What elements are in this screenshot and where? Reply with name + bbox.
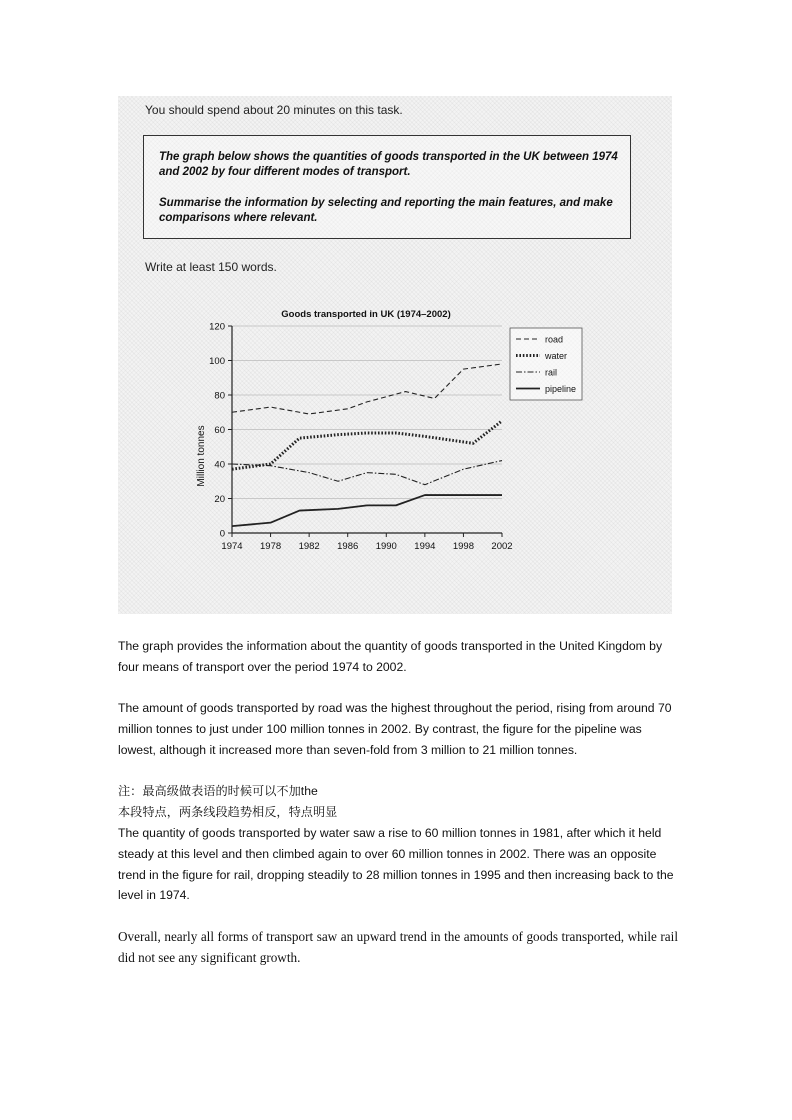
y-tick-label: 40 xyxy=(214,459,225,471)
article-paragraph-overall: Overall, nearly all forms of transport saw an upward trend in the amounts of goods transported, while rail did not see any significant growth. xyxy=(118,929,678,965)
task-scan-image xyxy=(118,96,672,614)
legend-label-pipeline: pipeline xyxy=(545,384,577,394)
series-line-water xyxy=(232,421,502,469)
article-note-superlative: 注：最高级做表语的时候可以不加the xyxy=(118,784,318,798)
chart-axes xyxy=(209,322,512,553)
x-tick-label: 2002 xyxy=(491,541,513,552)
legend-label-rail: rail xyxy=(545,367,558,378)
y-tick-label: 100 xyxy=(209,356,225,367)
y-tick-label: 120 xyxy=(209,321,225,333)
y-tick-label: 60 xyxy=(214,425,225,436)
legend-label-road: road xyxy=(545,334,564,345)
legend-label-water: water xyxy=(545,351,568,361)
x-tick-label: 1978 xyxy=(260,541,282,552)
chart-series xyxy=(232,364,502,526)
chart-legend xyxy=(510,328,582,400)
x-tick-label: 1994 xyxy=(414,541,436,552)
task-prompt-summarise: Summarise the information by selecting and reporting the main features, and make comparisons where relevant. xyxy=(159,197,613,224)
goods-transport-chart xyxy=(188,296,658,616)
x-tick-label: 1986 xyxy=(337,541,359,552)
task-prompt-box xyxy=(143,135,631,239)
x-tick-label: 1982 xyxy=(298,541,320,552)
article-paragraph-water-rail: The quantity of goods transported by water saw a rise to 60 million tonnes in 1981, after which it held steady at this level and then climbed again to over 60 million tonnes in 2002. There was an opposite trend in the figure for rail, dropping steadily to 28 million tonnes in 1995 and then increasing back to the level in 1974. xyxy=(118,826,674,903)
task-instruction: You should spend about 20 minutes on this task. xyxy=(145,103,403,117)
article-note-paragraph-feature: 本段特点，两条线段趋势相反，特点明显 xyxy=(118,805,338,819)
series-line-road xyxy=(232,364,502,414)
chart-title: Goods transported in UK (1974–2002) xyxy=(281,309,451,320)
article-paragraph-road-pipeline: The amount of goods transported by road was the highest throughout the period, rising from around 70 million tonnes to just under 100 million tonnes in 2002. By contrast, the figure for the pipeline was lowest, although it increased more than seven-fold from 3 million to 21 million tonnes. xyxy=(118,701,672,757)
x-tick-label: 1990 xyxy=(375,541,397,552)
article-paragraph-intro: The graph provides the information about the quantity of goods transported in the United Kingdom by four means of transport over the period 1974 to 2002. xyxy=(118,639,663,674)
word-limit: Write at least 150 words. xyxy=(145,260,277,274)
y-tick-label: 0 xyxy=(219,528,225,540)
y-tick-label: 80 xyxy=(214,390,225,402)
series-line-pipeline xyxy=(232,495,502,526)
y-tick-label: 20 xyxy=(214,494,225,505)
x-tick-label: 1974 xyxy=(221,541,243,552)
y-axis-label: Million tonnes xyxy=(196,425,207,487)
task-prompt-description: The graph below shows the quantities of goods transported in the UK between 1974 and 2002 by four different modes of transport. xyxy=(159,151,618,178)
x-tick-label: 1998 xyxy=(452,541,474,552)
